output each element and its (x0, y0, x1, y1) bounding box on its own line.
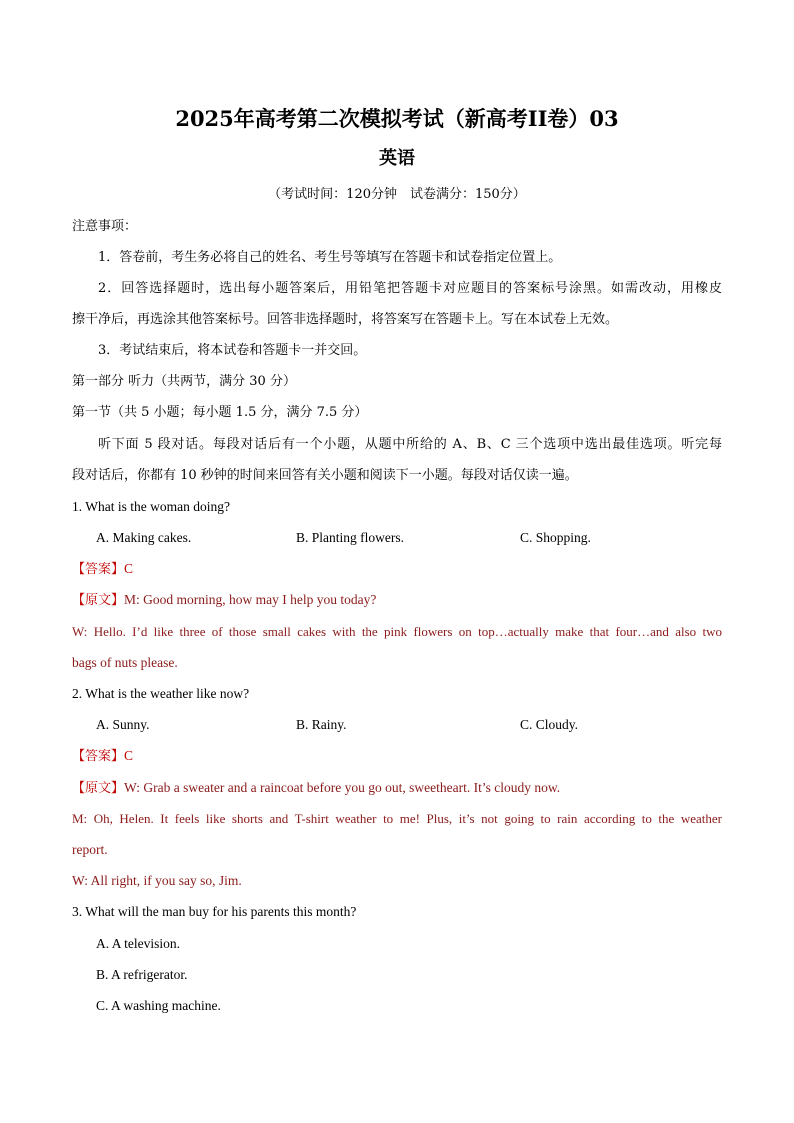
instruction-line-1: 听下面 5 段对话。每段对话后有一个小题，从题中所给的 A、B、C 三个选项中选出最佳选项。听完每 (98, 437, 722, 452)
question-1-answer (72, 560, 133, 579)
part1-heading: 第一部分 听力（共两节，满分 30 分） (72, 374, 296, 389)
notice-item-1: 1．答卷前，考生务必将自己的姓名、考生号等填写在答题卡和试卷指定位置上。 (98, 250, 562, 265)
exam-info: （考试时间：120分钟 试卷满分：150分） (268, 187, 526, 202)
question-1-stem: 1. What is the woman doing? (72, 499, 230, 514)
transcript-text: W: Grab a sweater and a raincoat before you go out, sweetheart. It’s cloudy now. (124, 780, 561, 795)
question-2-option-c: C. Cloudy. (520, 717, 579, 732)
question-1-option-a: A. Making cakes. (96, 530, 192, 545)
answer-tag: 【答案】 (72, 749, 125, 764)
notice-item-2-line-1: 2．回答选择题时，选出每小题答案后，用铅笔把答题卡对应题目的答案标号涂黑。如需改动，用橡皮 (98, 281, 722, 296)
answer-value: C (124, 561, 134, 576)
question-2-option-b: B. Rainy. (296, 717, 347, 732)
notice-heading: 注意事项： (72, 219, 138, 234)
question-2-answer (72, 747, 133, 766)
question-2-option-a: A. Sunny. (96, 717, 150, 732)
question-1-option-c: C. Shopping. (520, 530, 591, 545)
question-2-transcript-line-1 (72, 779, 560, 798)
question-2-stem: 2. What is the weather like now? (72, 686, 250, 701)
subject-title: 英语 (379, 148, 415, 169)
transcript-text: M: Good morning, how may I help you today? (124, 592, 377, 607)
section1-heading: 第一节（共 5 小题；每小题 1.5 分，满分 7.5 分） (72, 405, 368, 420)
original-tag: 【原文】 (72, 781, 125, 796)
question-2-transcript-line-3: report. (72, 842, 108, 857)
answer-tag: 【答案】 (72, 562, 125, 577)
question-3-option-b: B. A refrigerator. (96, 967, 188, 982)
notice-item-3: 3．考试结束后，将本试卷和答题卡一并交回。 (98, 343, 367, 358)
question-3-option-a: A. A television. (96, 936, 180, 951)
question-3-option-c: C. A washing machine. (96, 998, 221, 1013)
question-1-transcript-line-1 (72, 591, 376, 610)
answer-value: C (124, 748, 134, 763)
question-2-transcript-line-2: M: Oh, Helen. It feels like shorts and T-shirt weather to me! Plus, it’s not going to rain according to the weather (72, 811, 722, 826)
question-2-transcript-line-4: W: All right, if you say so, Jim. (72, 873, 242, 888)
question-1-transcript-line-3: bags of nuts please. (72, 655, 178, 670)
question-1-option-b: B. Planting flowers. (296, 530, 404, 545)
question-1-transcript-line-2: W: Hello. I’d like three of those small cakes with the pink flowers on top…actually make that four…and also two (72, 624, 722, 639)
exam-title: 2025年高考第二次模拟考试（新高考II卷）03 (175, 106, 619, 131)
question-3-stem: 3. What will the man buy for his parents this month? (72, 904, 357, 919)
original-tag: 【原文】 (72, 593, 125, 608)
notice-item-2-line-2: 擦干净后，再选涂其他答案标号。回答非选择题时，将答案写在答题卡上。写在本试卷上无效。 (72, 312, 619, 327)
instruction-line-2: 段对话后，你都有 10 秒钟的时间来回答有关小题和阅读下一小题。每段对话仅读一遍。 (72, 468, 578, 483)
